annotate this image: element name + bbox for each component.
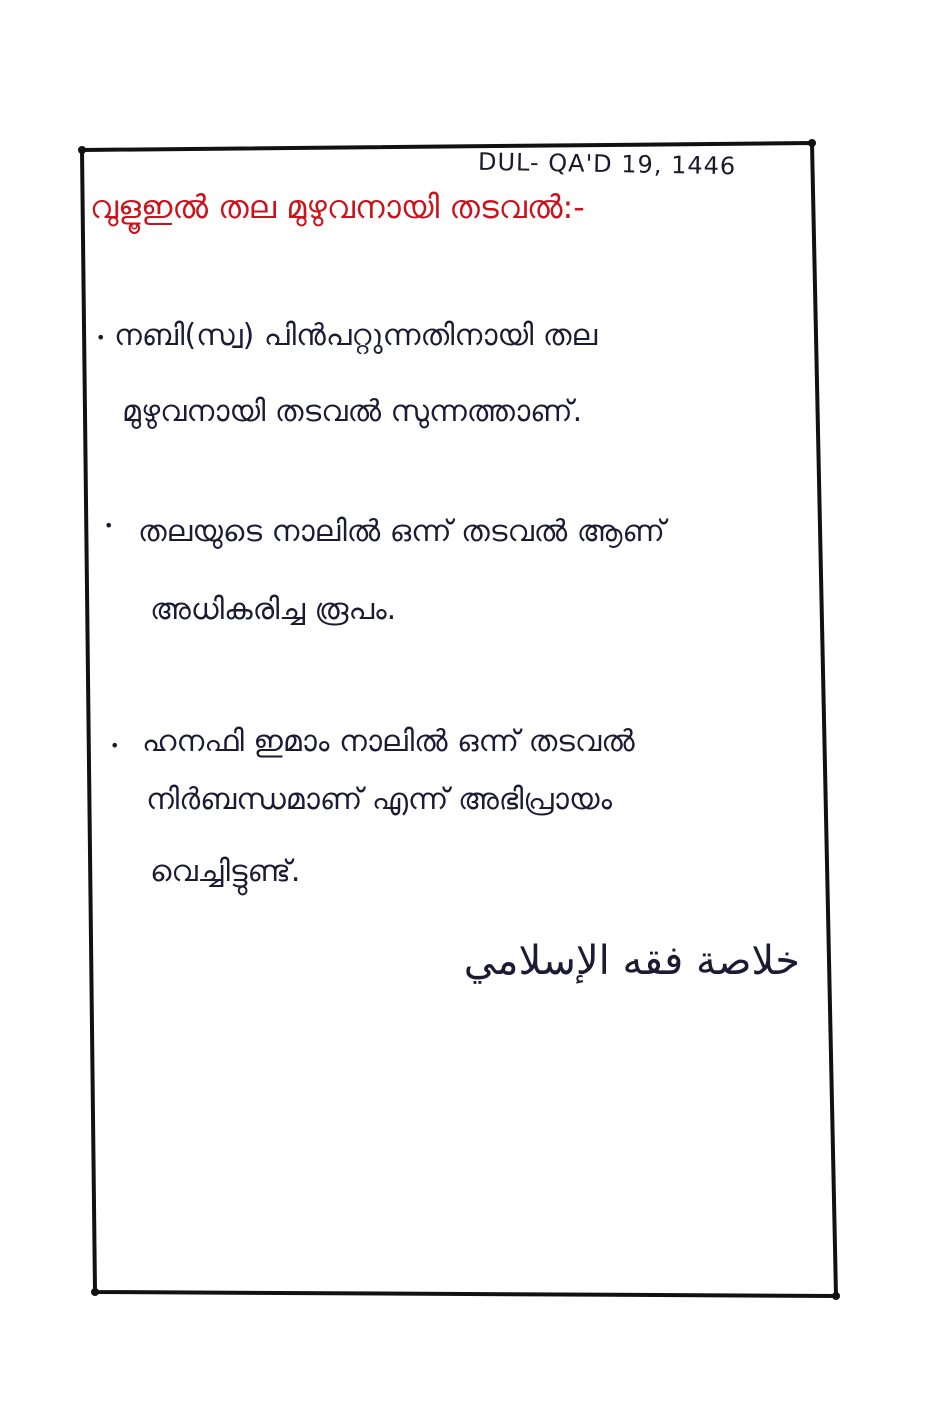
bullet-3: • (110, 736, 120, 755)
note-date: DUL- QA'D 19, 1446 (477, 147, 737, 181)
point-3-line-1: ഹനഫി ഇമാം നാലിൽ ഒന്ന് തടവൽ (142, 724, 635, 759)
point-3-line-2: നിർബന്ധമാണ് എന്ന് അഭിപ്രായം (146, 782, 613, 817)
point-1-line-1: നബി(സ്വ) പിൻപറ്റുന്നതിനായി തല (114, 318, 598, 353)
point-2-line-2: അധികരിച്ച രൂപം. (150, 592, 397, 627)
bullet-1: • (96, 328, 106, 347)
point-1-line-2: മുഴുവനായി തടവൽ സുന്നത്താണ്. (122, 394, 583, 429)
note-heading: വുളൂഇൽ തല മുഴുവനായി തടവൽ:- (90, 188, 585, 226)
bullet-2: • (104, 516, 114, 535)
source-reference: خلاصة فقه الإسلامي (463, 938, 800, 984)
point-3-line-3: വെച്ചിട്ടുണ്ട്. (150, 854, 301, 889)
point-2-line-1: തലയുടെ നാലിൽ ഒന്ന് തടവൽ ആണ് (138, 514, 665, 549)
